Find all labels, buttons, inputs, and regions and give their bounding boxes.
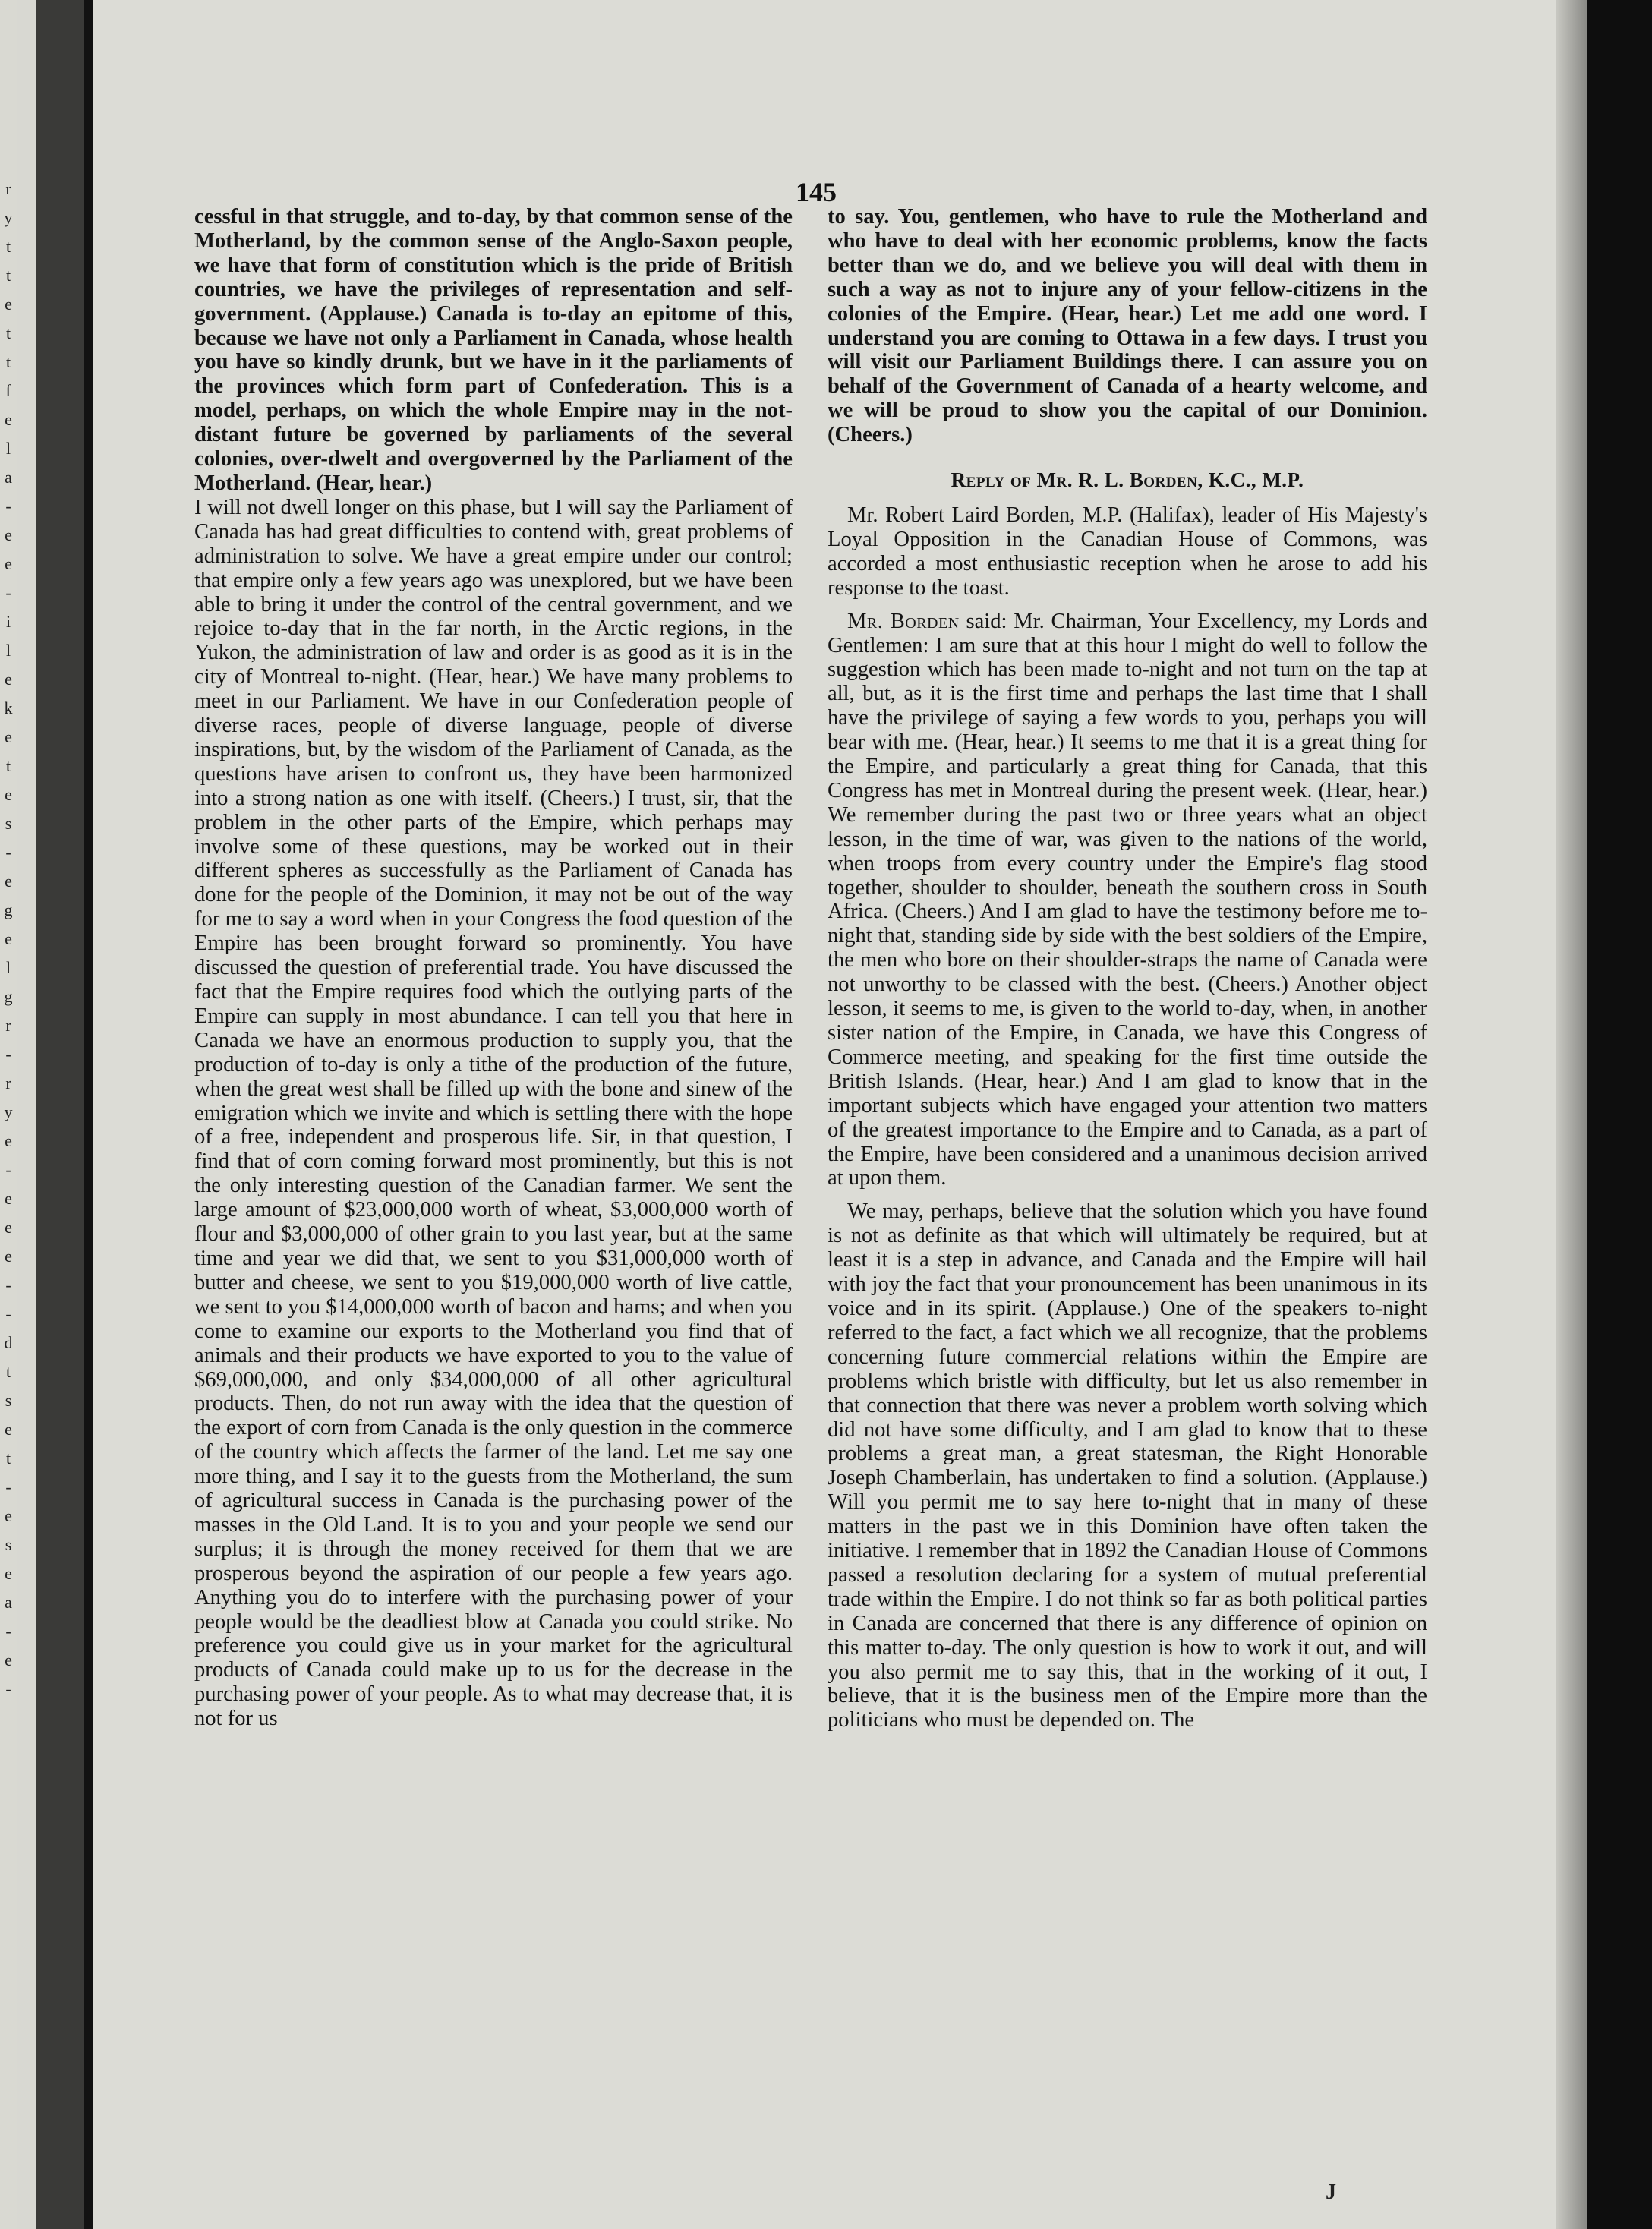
page-number: 145 (796, 177, 837, 207)
edge-letter: t (5, 266, 11, 285)
book-gutter (84, 0, 93, 2229)
edge-letter: - (5, 1679, 11, 1698)
previous-page-margin-letters (0, 175, 17, 1704)
edge-letter: t (5, 323, 11, 342)
page-edge-shadow (1556, 0, 1587, 2229)
edge-letter: g (4, 900, 13, 919)
edge-letter: e (5, 1247, 12, 1266)
edge-letter: e (5, 929, 12, 948)
right-paragraph-continuation: We may, perhaps, believe that the solution which you have found is not as definite as that which will ultimately be required, but at least it is a step in advance, and Canada and the Empire will hail with joy the fact that your pronouncement has been unanimous in its voice and in its spirit. (Applause.) One of the speakers to-night referred to the fact, a fact which we all recognize, that the problems concerning future commercial relations within the Empire are problems which bristle with difficulty, but let us also remember in that connection that there was never a problem worth solving which did not have some difficulty, and I am glad to know that to these problems a great man, a great statesman, the Right Honorable Joseph Chamberlain, has undertaken to find a solution. (Applause.) Will you permit me to say here to-night that in many of these matters in the past we in this Dominion have often taken the initiative. I remember that in 1892 the Canadian House of Commons passed a resolution declaring for a system of mutual preferential trade within the Empire. I do not think so far as both political parties in Canada are concerned that there is any difference of opinion on this matter to-day. The only question is how to work it out, and will you also permit me to say this, that in the working of it out, I believe, that it is the business men of the Empire more than the politicians who must be depended on. The (828, 1200, 1427, 1732)
edge-letter: l (5, 439, 11, 458)
edge-letter: k (4, 698, 13, 717)
edge-letter: e (5, 872, 12, 891)
edge-letter: e (5, 1131, 12, 1150)
edge-letter: - (5, 1045, 11, 1064)
edge-letter: - (5, 583, 11, 602)
edge-letter: t (5, 1449, 11, 1468)
edge-letter: f (5, 381, 11, 400)
edge-letter: t (5, 756, 11, 775)
edge-letter: e (5, 525, 12, 544)
edge-letter: t (5, 352, 11, 371)
edge-letter: e (5, 554, 12, 573)
edge-letter: e (5, 1189, 12, 1208)
edge-letter: l (5, 958, 11, 977)
edge-letter: - (5, 1304, 11, 1323)
edge-letter: t (5, 237, 11, 256)
right-paragraph-intro: Mr. Robert Laird Borden, M.P. (Halifax), leader of His Majesty's Loyal Opposition in the Canadian House of Commons, was accorded a most enthusiastic reception when he arose to add his response to the toast. (828, 503, 1427, 600)
edge-letter: l (5, 641, 11, 660)
previous-page-strip (17, 0, 36, 2229)
edge-letter: - (5, 1160, 11, 1179)
section-heading: Reply of Mr. R. L. Borden, K.C., M.P. (951, 468, 1304, 492)
edge-letter: s (5, 1535, 12, 1554)
edge-letter: - (5, 497, 11, 515)
edge-letter: e (5, 1506, 12, 1525)
edge-letter: s (5, 1391, 12, 1410)
speech-text: said: Mr. Chairman, Your Excellency, my Lords and Gentlemen: I am sure that at this hour I might do well to follow the suggestion which has been made to-night and not turn on the tap at all, but, as it is the first time and perhaps the last time that I shall have the privilege of saying a few words to you, perhaps you will bear with me. (Hear, hear.) It seems to me that it is a great thing for the Empire, and particularly a great thing for Canada, that this Congress has met in Montreal during the present week. (Hear, hear.) We remember during the past two or three years what an object lesson, in the time of war, was given to the nations of the world, when troops from every country under the Empire's flag stood together, shoulder to shoulder, beneath the southern cross in South Africa. (Cheers.) And I am glad to have the testimony before me to-night that, standing side by side with the best soldiers of the Empire, the men who bore on their shoulder-straps the name of Canada were not unworthy to be classed with the best. (Cheers.) Another object lesson, it seems to me, is given to the world to-day, when, in another sister nation of the Empire, in Canada, we have this Congress of Commerce meeting, and speaking for the first time outside the British Islands. (Hear, hear.) And I am glad to know that in the important subjects which have engaged your attention two matters of the greatest importance to the Empire and to Canada, as a part of the Empire, have been considered and a unanimous decision arrived at upon them. (828, 609, 1427, 1190)
edge-letter: - (5, 1275, 11, 1294)
edge-letter: e (5, 785, 12, 804)
left-paragraph-1: cessful in that struggle, and to-day, by that common sense of the Motherland, by the common sense of the Anglo-Saxon people, we have that form of constitution which is the pride of British countries, we have the privileges of representation and self-government. (Applause.) Canada is to-day an epitome of this, because we have not only a Parliament in Canada, whose health you have so kindly drunk, but we have in it the parliaments of the provinces which form part of Confederation. This is a model, perhaps, on which the whole Empire may in the not-distant future be governed by parliaments of the several colonies, over-dwelt and overgoverned by the Parliament of the Motherland. (Hear, hear.) (194, 205, 793, 495)
edge-letter: a (5, 1593, 12, 1612)
edge-letter: e (5, 670, 12, 689)
speaker-name: Mr. Borden (847, 609, 960, 633)
corner-mark: J (1326, 2180, 1336, 2204)
edge-letter: e (5, 295, 12, 314)
edge-letter: s (5, 814, 12, 833)
left-paragraph-2: I will not dwell longer on this phase, but I will say the Parliament of Canada has had great difficulties to contend with, great problems of administration to solve. We have a great empire under our control; that empire only a few years ago was unexplored, but we have been able to bring it under the control of the central government, and we rejoice to-day that in the far north, in the Arctic regions, in the Yukon, the administration of law and order is as good as it is in the city of Montreal to-night. (Hear, hear.) We have many problems to meet in our Parliament. We have in our Confederation people of diverse races, people of diverse language, people of diverse inspirations, but, by the wisdom of the Parliament of Canada, as the questions have arisen to confront us, they have been harmonized into a strong nation as one with itself. (Cheers.) I trust, sir, that the problem in the other parts of the Empire, which perhaps may involve some of these questions, may be worked out in their different spheres as successfully as the Parliament of Canada has done for the people of the Dominion, it may not be out of the way for me to say a word when in your Congress the food question of the Empire has been brought forward so prominently. You have discussed the question of preferential trade. You have discussed the fact that the Empire requires food which the outlying parts of the Empire can supply in most abundance. I can tell you that here in Canada we have an enormous production to supply you, that the production of to-day is only a tithe of the production of the future, when the great west shall be filled up with the bone and sinew of the emigration which we invite and which is settling there with the hope of a free, independent and prosperous life. Sir, in that question, I find that of corn coming forward most prominently, but this is not the only interesting question of the Canadian farmer. We sent the large amount of $23,000,000 worth of wheat, $3,000,000 worth of flour and $3,000,000 of other grain to you last year, but at the same time and year we did that, we sent to you $31,000,000 worth of butter and cheese, we sent to you $19,000,000 worth of live cattle, we sent to you $14,000,000 worth of bacon and hams; and when you come to examine our exports to the Motherland you find that of animals and their products we have exported to you to the value of $69,000,000, and only $34,000,000 of all other agricultural products. Then, do not run away with the idea that the question of the export of corn from Canada is the only question in the commerce of the country which affects the farmer of the land. Let me say one more thing, and I say it to the guests from the Motherland, the sum of agricultural success in Canada is the purchasing power of the masses in the Old Land. It is to you and your people we send our surplus; it is through the money received for them that we are prosperous beyond the aspiration of our people a few years ago. Anything you do to interfere with the purchasing power of your people would be the deadliest blow at Canada you could strike. No preference you could give us in your market for the agricultural products of Canada could make up to us for the decrease in the purchasing power of your people. As to what may decrease that, it is not for us (194, 495, 793, 1731)
edge-letter: e (5, 1420, 12, 1439)
right-paragraph-1: to say. You, gentlemen, who have to rule the Motherland and who have to deal with her economic problems, know the facts better than we do, and we believe you will deal with them in such a way as not to injure any of your fellow-citizens in the colonies of the Empire. (Hear, hear.) Let me add one word. I understand you are coming to Ottawa in a few days. I trust you will visit our Parliament Buildings there. I can assure you on behalf of the Government of Canada of a hearty welcome, and we will be proud to show you the capital of our Dominion. (Cheers.) (828, 205, 1427, 447)
edge-letter: t (5, 1362, 11, 1381)
edge-letter: y (4, 1102, 13, 1121)
edge-letter: e (5, 1218, 12, 1237)
edge-letter: d (4, 1333, 13, 1352)
edge-letter: - (5, 843, 11, 862)
edge-letter: e (5, 410, 12, 429)
edge-letter: i (5, 612, 11, 631)
edge-letter: g (4, 987, 13, 1006)
edge-letter: - (5, 1477, 11, 1496)
edge-letter: r (5, 1074, 11, 1092)
edge-letter: y (4, 208, 13, 227)
right-paragraph-speech (828, 610, 1427, 1191)
edge-letter: e (5, 727, 12, 746)
edge-letter: r (5, 179, 11, 198)
edge-letter: r (5, 1016, 11, 1035)
edge-letter: - (5, 1622, 11, 1641)
previous-page-sliver (17, 0, 84, 2229)
edge-letter: e (5, 1650, 12, 1669)
edge-letter: a (5, 468, 12, 487)
right-column (828, 205, 1427, 1732)
edge-letter: e (5, 1564, 12, 1583)
left-column (194, 205, 793, 1731)
